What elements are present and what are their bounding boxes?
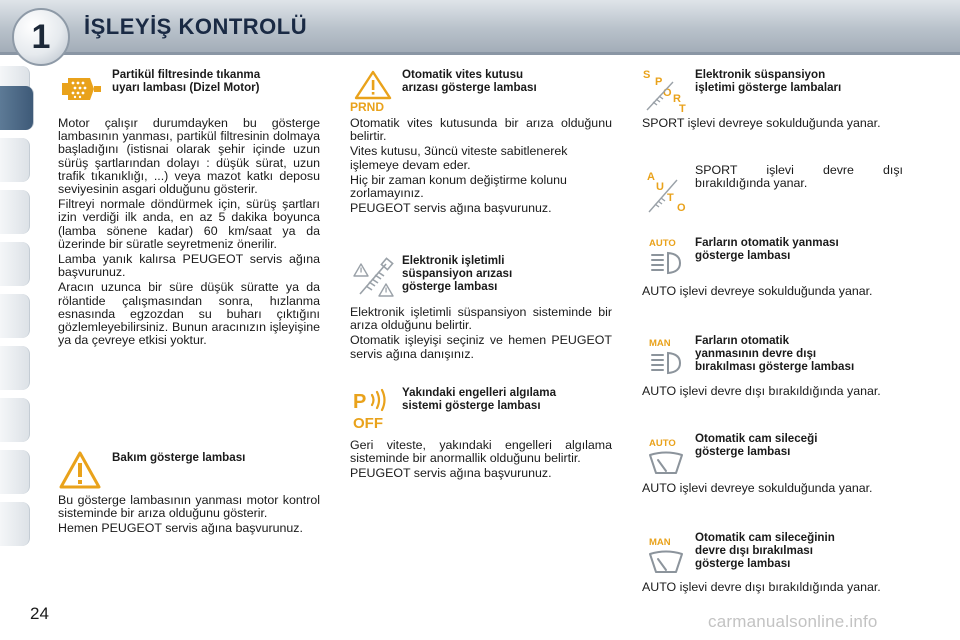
- auto-headlamp-title: Farların otomatik yanması gösterge lambası: [695, 236, 839, 262]
- gearbox-fault-body: [350, 117, 612, 217]
- page-number: 24: [30, 604, 49, 623]
- auto-suspension-icon: [643, 168, 691, 214]
- auto-wiper-body: AUTO işlevi devreye sokulduğunda yanar.: [642, 481, 873, 495]
- chapter-tab-active[interactable]: [0, 86, 34, 130]
- prnd-warning-icon: [347, 70, 395, 112]
- svg-text:AUTO: AUTO: [649, 438, 676, 449]
- warning-triangle-icon: [58, 450, 102, 490]
- chapter-tab[interactable]: [0, 242, 30, 286]
- particle-filter-icon: [60, 72, 102, 106]
- svg-text:U: U: [656, 181, 664, 193]
- svg-text:PRND: PRND: [350, 100, 385, 112]
- auto-headlamp-body: AUTO işlevi devreye sokulduğunda yanar.: [642, 284, 873, 298]
- svg-text:OFF: OFF: [353, 415, 383, 430]
- suspension-fault-title: Elektronik işletimli süspansiyon arızası gösterge lambası: [402, 254, 513, 293]
- paragraph: Otomatik vites kutusunda bir arıza olduğunu belirtir.: [350, 116, 612, 144]
- chapter-tab-strip: [0, 66, 34, 576]
- svg-text:S: S: [643, 69, 651, 81]
- paragraph: Vites kutusu, 3üncü viteste sabitlenerek işlemeye devam eder.: [350, 144, 568, 172]
- chapter-tab[interactable]: [0, 294, 30, 338]
- manual-headlamp-body: AUTO işlevi devre dışı bırakıldığında yanar.: [642, 384, 881, 398]
- service-warning-title: Bakım gösterge lambası: [112, 451, 246, 464]
- svg-text:MAN: MAN: [649, 338, 671, 349]
- sport-suspension-body: SPORT işlevi devreye sokulduğunda yanar.: [642, 116, 881, 130]
- parking-sensor-off-icon: [350, 386, 398, 430]
- parking-sensor-body: [350, 439, 612, 483]
- chapter-tab[interactable]: [0, 346, 30, 390]
- svg-text:R: R: [673, 93, 681, 105]
- suspension-fault-body: [350, 306, 612, 363]
- paragraph: Motor çalışır durumdayken bu gösterge lambasının yanması, partikül filtresinin dolmaya başladığını (istisnai olarak şehir içinde uzun sürüş şartlarından dolayı : düşük sürat, uzun trafik tıkanıklığı, ...) veya mazot katkı deposu seviyesinin asgari olduğunu gösterir.: [58, 116, 320, 197]
- svg-text:T: T: [667, 192, 674, 204]
- chapter-badge: 1: [12, 8, 70, 66]
- paragraph: Hiç bir zaman konum değiştirme kolunu zorlamayınız.: [350, 172, 567, 201]
- parking-sensor-title: Yakındaki engelleri algılama sistemi gösterge lambası: [402, 386, 557, 412]
- svg-text:O: O: [663, 87, 672, 99]
- svg-text:AUTO: AUTO: [649, 238, 676, 249]
- manual-headlamp-icon: [646, 336, 688, 376]
- watermark: carmanualsonline.info: [708, 612, 878, 631]
- header-divider: [0, 52, 960, 55]
- page-title: İŞLEYİŞ KONTROLÜ: [84, 14, 308, 39]
- paragraph: Aracın uzunca bir süre düşük süratte ya da rölantide çalışmasından sonra, hızlanma esnasında egzozdan su buharı çıktığını gözlemleyebilirsiniz. Bunun aracınızın işleyişine ya da çevreye etkisi yoktur.: [58, 280, 320, 348]
- manual-wiper-icon: [646, 535, 688, 575]
- svg-text:MAN: MAN: [649, 537, 671, 548]
- service-warning-body: [58, 494, 320, 538]
- particle-filter-title: Partikül filtresinde tıkanma uyarı lambası (Dizel Motor): [112, 68, 261, 94]
- paragraph: PEUGEOT servis ağına başvurunuz.: [350, 466, 552, 481]
- chapter-tab[interactable]: [0, 138, 30, 182]
- paragraph: Hemen PEUGEOT servis ağına başvurunuz.: [58, 521, 303, 536]
- gearbox-fault-title: Otomatik vites kutusu arızası gösterge lambası: [402, 68, 537, 94]
- svg-text:T: T: [679, 103, 686, 114]
- svg-text:P: P: [655, 76, 663, 88]
- particle-filter-body: [58, 117, 320, 349]
- chapter-tab[interactable]: [0, 502, 30, 546]
- svg-text:P: P: [353, 391, 367, 413]
- manual-headlamp-title: Farların otomatik yanmasının devre dışı bırakılması gösterge lambası: [695, 334, 855, 373]
- sport-suspension-title: Elektronik süspansiyon işletimi gösterge lambaları: [695, 68, 842, 94]
- paragraph: Elektronik işletimli süspansiyon sisteminde bir arıza olduğunu belirtir.: [350, 305, 612, 333]
- auto-suspension-body: SPORT işlevi devre dışı bırakıldığında yanar.: [695, 163, 903, 191]
- chapter-tab[interactable]: [0, 398, 30, 442]
- svg-text:A: A: [647, 171, 655, 183]
- chapter-tab[interactable]: [0, 190, 30, 234]
- auto-headlamp-icon: [646, 236, 688, 276]
- paragraph: Filtreyi normale döndürmek için, sürüş şartları izin verdiği ilk anda, en az 5 dakika boyunca (lamba sönene kadar) 60 km/saat ya da üzerinde bir süratle seyretmeniz önerilir.: [58, 197, 320, 251]
- paragraph: PEUGEOT servis ağına başvurunuz.: [350, 201, 552, 216]
- chapter-tab[interactable]: [0, 450, 30, 494]
- paragraph: Geri viteste, yakındaki engelleri algılama sisteminde bir anormallik olduğunu belirtir.: [350, 438, 612, 466]
- auto-wiper-icon: [646, 436, 688, 476]
- suspension-fault-icon: [352, 256, 398, 302]
- manual-wiper-title: Otomatik cam sileceğinin devre dışı bırakılması gösterge lambası: [695, 531, 835, 570]
- paragraph: Bu gösterge lambasının yanması motor kontrol sisteminde bir arıza olduğunu gösterir.: [58, 493, 320, 521]
- paragraph: Lamba yanık kalırsa PEUGEOT servis ağına başvurunuz.: [58, 252, 320, 280]
- paragraph: Otomatik işleyişi seçiniz ve hemen PEUGEOT servis ağına danışınız.: [350, 333, 612, 361]
- sport-suspension-icon: [641, 68, 689, 114]
- svg-text:O: O: [677, 202, 686, 214]
- manual-wiper-body: AUTO işlevi devre dışı bırakıldığında yanar.: [642, 580, 881, 594]
- auto-wiper-title: Otomatik cam sileceği gösterge lambası: [695, 432, 818, 458]
